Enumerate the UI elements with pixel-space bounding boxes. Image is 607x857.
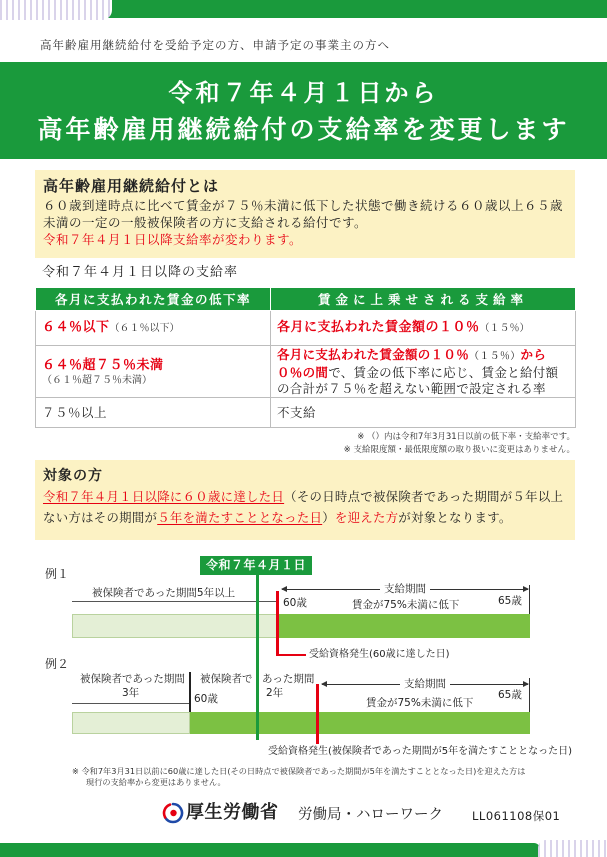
rate-cell bbox=[271, 311, 576, 346]
rates-note: ※ （）内は令和7年3月31日以前の低下率・支給率です。 bbox=[357, 432, 575, 442]
example2-age-start: 60歳 bbox=[194, 693, 218, 705]
example2-label: 例２ bbox=[45, 657, 70, 671]
timeline-diagram bbox=[0, 550, 607, 760]
example2-eligibility-event: 受給資格発生(被保険者であった期間が5年を満たすこととなった日) bbox=[268, 746, 573, 757]
decline-value: ６４％以下 bbox=[42, 320, 110, 335]
about-body: ６０歳到達時点に比べて賃金が７５％未満に低下した状態で働き続ける６０歳以上６５歳未満の一定の一般被保険者の方に支給される給付です。 bbox=[43, 198, 564, 230]
example2-insured-period-after-b: あった期間 bbox=[262, 673, 315, 685]
example1-insured-period: 被保険者であった期間5年以上 bbox=[92, 587, 236, 599]
rates-note: ※ 支給限度額・最低限度額の取り扱いに変更はありません。 bbox=[343, 445, 575, 455]
decline-cell bbox=[36, 398, 271, 428]
example2-benefit-bar bbox=[190, 712, 530, 734]
example2-eligibility-marker bbox=[316, 684, 319, 744]
document-code: LL061108保01 bbox=[472, 809, 561, 823]
eligibility-box bbox=[35, 460, 575, 540]
bottom-band bbox=[0, 843, 540, 857]
example2-period-line bbox=[72, 703, 189, 704]
decline-value: ６４％超７５％未満 bbox=[42, 357, 164, 373]
footnote-line2: 現行の支給率から変更はありません。 bbox=[86, 777, 226, 787]
rate-value: 各月に支払われた賃金額の１０％ bbox=[277, 346, 470, 362]
banner-title: 高年齢雇用継続給付の支給率を変更します bbox=[37, 115, 570, 144]
example2-insured-years-before: 3年 bbox=[122, 687, 140, 699]
effective-date-line bbox=[256, 575, 259, 740]
example1-benefit-arrow bbox=[282, 583, 528, 595]
bottom-stripes bbox=[538, 840, 607, 857]
footnote-line1: ※ 令和7年3月31日以前に60歳に達した日(その日時点で被保険者であった期間が5年を満たすこととなった日)を迎えた方は bbox=[72, 766, 526, 776]
rate-value: 各月に支払われた賃金額の１０％ bbox=[277, 320, 480, 335]
eligibility-heading: 対象の方 bbox=[43, 468, 103, 484]
eligibility-segment: を迎えた方 bbox=[334, 510, 399, 525]
rate-value: 不支給 bbox=[277, 404, 317, 420]
example1-end-tick bbox=[529, 585, 530, 614]
column-header-decline: 各月に支払われた賃金の低下率 bbox=[36, 288, 271, 311]
example2-insured-years-after: 2年 bbox=[266, 687, 284, 699]
example2-benefit-arrow bbox=[322, 678, 528, 690]
rates-notes bbox=[344, 431, 575, 457]
eligibility-body bbox=[43, 486, 569, 528]
audience-line: 高年齢雇用継続給付を受給予定の方、申請予定の事業主の方へ bbox=[40, 38, 390, 52]
top-stripes bbox=[0, 0, 112, 20]
example2-insured-period-before: 被保険者であった期間 bbox=[80, 673, 185, 685]
banner-date-line: 令和７年４月１日から bbox=[168, 79, 439, 107]
decline-value: ７５％以上 bbox=[42, 404, 108, 420]
example2-insured-bar bbox=[72, 712, 190, 734]
example1-wage-condition: 賃金が75%未満に低下 bbox=[352, 599, 460, 611]
example1-period-line bbox=[72, 601, 278, 602]
decline-cell bbox=[36, 311, 271, 346]
example1-insured-bar bbox=[72, 614, 278, 638]
decline-before-value: （６１％以下） bbox=[109, 323, 180, 334]
about-notice: 令和７年４月１日以降支給率が変わります。 bbox=[43, 232, 303, 247]
example2-insured-period-after-a: 被保険者で bbox=[200, 673, 253, 685]
rate-before-value: （１５％） bbox=[479, 323, 530, 334]
mhlw-logo-icon bbox=[162, 802, 184, 824]
ministry-name: 厚生労働省 bbox=[186, 802, 279, 823]
about-box bbox=[35, 170, 575, 258]
eligibility-segment: が対象となります。 bbox=[398, 510, 512, 525]
example1-benefit-bar bbox=[278, 614, 530, 638]
example2-benefit-period: 支給期間 bbox=[400, 677, 450, 691]
table-row bbox=[36, 311, 576, 346]
table-row bbox=[36, 398, 576, 428]
example1-eligibility-event: 受給資格発生(60歳に達した日) bbox=[309, 649, 450, 660]
example1-eligibility-marker bbox=[276, 591, 279, 656]
decline-before-value: （６１％超７５％未満） bbox=[42, 374, 152, 386]
column-header-rate: 賃金に上乗せされる支給率 bbox=[271, 288, 576, 311]
eligibility-segment: ） bbox=[322, 510, 335, 525]
rate-before-value: （１５％） bbox=[469, 350, 521, 362]
decline-cell bbox=[36, 346, 271, 398]
rates-caption: 令和７年４月１日以降の支給率 bbox=[42, 265, 239, 280]
rate-range-end: から０％の間 bbox=[277, 346, 547, 380]
eligibility-segment: ５年を満たすこととなった日 bbox=[157, 510, 323, 525]
footnote bbox=[72, 766, 525, 788]
eligibility-segment: 令和７年４月１日以降に６０歳に達した日 bbox=[43, 489, 285, 504]
title-banner bbox=[0, 62, 607, 159]
example1-age-start: 60歳 bbox=[283, 597, 307, 609]
rates-header-row bbox=[36, 288, 576, 311]
example1-eligibility-leader bbox=[276, 654, 306, 656]
example1-age-end: 65歳 bbox=[498, 595, 522, 607]
effective-date-label: 令和７年４月１日 bbox=[200, 556, 312, 575]
example1-label: 例１ bbox=[45, 567, 70, 581]
rate-cell bbox=[271, 346, 576, 398]
example2-age-end: 65歳 bbox=[498, 689, 522, 701]
rate-cell bbox=[271, 398, 576, 428]
about-heading: 高年齢雇用継続給付とは bbox=[43, 177, 220, 195]
rate-detail: で、賃金の低下率に応じ、賃金と給付額の合計が７５％を超えない範囲で設定される率 bbox=[277, 364, 559, 396]
rates-table bbox=[35, 288, 576, 428]
offices-name: 労働局・ハローワーク bbox=[298, 807, 443, 823]
example2-wage-condition: 賃金が75%未満に低下 bbox=[366, 697, 474, 709]
table-row bbox=[36, 346, 576, 398]
eligibility-segment: （その日時点で被保険者であった期間が５年以上ない方はその期間が bbox=[43, 489, 564, 525]
example2-end-tick bbox=[529, 678, 530, 712]
example1-benefit-period: 支給期間 bbox=[380, 582, 430, 596]
